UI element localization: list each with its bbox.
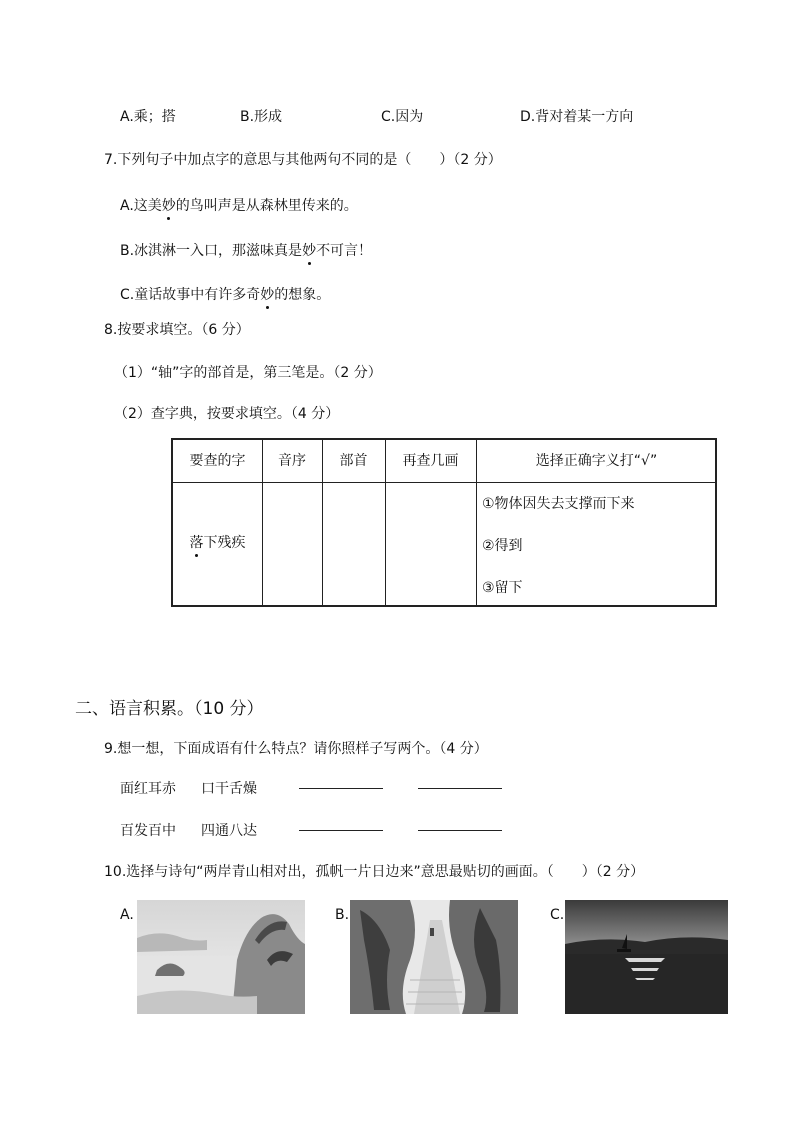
answer-cell-huashu[interactable]	[385, 534, 476, 552]
picture-label-c: C.	[550, 907, 565, 923]
answer-blank[interactable]	[299, 788, 383, 789]
q7-stem: 7.下列句子中加点字的意思与其他两句不同的是（ ）（2 分）	[104, 152, 502, 168]
table-header: 再查几画	[402, 453, 459, 469]
q7-c-after: 的想象。	[274, 287, 331, 303]
option-c: C.因为	[381, 109, 424, 125]
q7-a-after: 的鸟叫声是从森林里传来的。	[175, 198, 358, 214]
q7-b-after: 不可言！	[316, 243, 373, 259]
table-header: 选择正确字义打“√”	[535, 453, 658, 469]
table-word-cell	[173, 534, 262, 552]
dotted-char: 妙	[161, 198, 176, 214]
q8-part1: （1）“轴”字的部首是，第三笔是。（2 分）	[114, 365, 382, 381]
picture-label-a: A.	[120, 907, 134, 923]
dotted-char: 妙	[302, 243, 317, 259]
answer-blank[interactable]	[299, 830, 383, 831]
table-header: 音序	[278, 453, 306, 469]
idiom: 四通八达	[201, 823, 257, 839]
dictionary-table	[171, 438, 717, 607]
q7-option-c	[120, 286, 330, 304]
dotted-char: 妙	[260, 287, 275, 303]
table-word-rest: 下残疾	[203, 535, 246, 551]
q7-b-before: B.冰淇淋一入口，那滋味真是	[120, 243, 303, 259]
idiom: 百发百中	[120, 823, 176, 839]
option-d: D.背对着某一方向	[520, 109, 634, 125]
dotted-char: 落	[189, 535, 204, 551]
q7-c-before: C.童话故事中有许多奇	[120, 287, 261, 303]
table-header: 要查的字	[189, 453, 246, 469]
q10-stem: 10.选择与诗句“两岸青山相对出，孤帆一片日边来”意思最贴切的画面。（ ）（2 分）	[104, 864, 645, 880]
option-a: A.乘；搭	[120, 109, 176, 125]
answer-blank[interactable]	[418, 830, 502, 831]
landscape-painting-a[interactable]	[137, 900, 305, 1014]
q7-a-before: A.这美	[120, 198, 162, 214]
q7-option-a	[120, 197, 358, 215]
section-heading: 二、语言积累。（10 分）	[75, 699, 264, 719]
q8-part2: （2）查字典，按要求填空。（4 分）	[114, 406, 340, 422]
idiom: 面红耳赤	[120, 781, 176, 797]
q9-stem: 9.想一想，下面成语有什么特点？请你照样子写两个。（4 分）	[104, 741, 488, 757]
q8-stem: 8.按要求填空。（6 分）	[104, 322, 250, 338]
sunset-sea-photo-c[interactable]	[565, 900, 728, 1014]
answer-cell-bushou[interactable]	[322, 534, 385, 552]
q7-option-b	[120, 242, 372, 260]
option-b: B.形成	[240, 109, 283, 125]
table-header: 部首	[339, 453, 368, 469]
choice-item[interactable]: ①物体因失去支撑而下来	[482, 496, 635, 512]
landscape-painting-b[interactable]	[350, 900, 518, 1014]
idiom: 口干舌燥	[201, 781, 257, 797]
table-row-divider	[173, 482, 715, 483]
choice-item[interactable]: ③留下	[482, 580, 523, 596]
answer-cell-yinxu[interactable]	[262, 534, 322, 552]
answer-blank[interactable]	[418, 788, 502, 789]
picture-label-b: B.	[335, 907, 350, 923]
choice-item[interactable]: ②得到	[482, 538, 523, 554]
